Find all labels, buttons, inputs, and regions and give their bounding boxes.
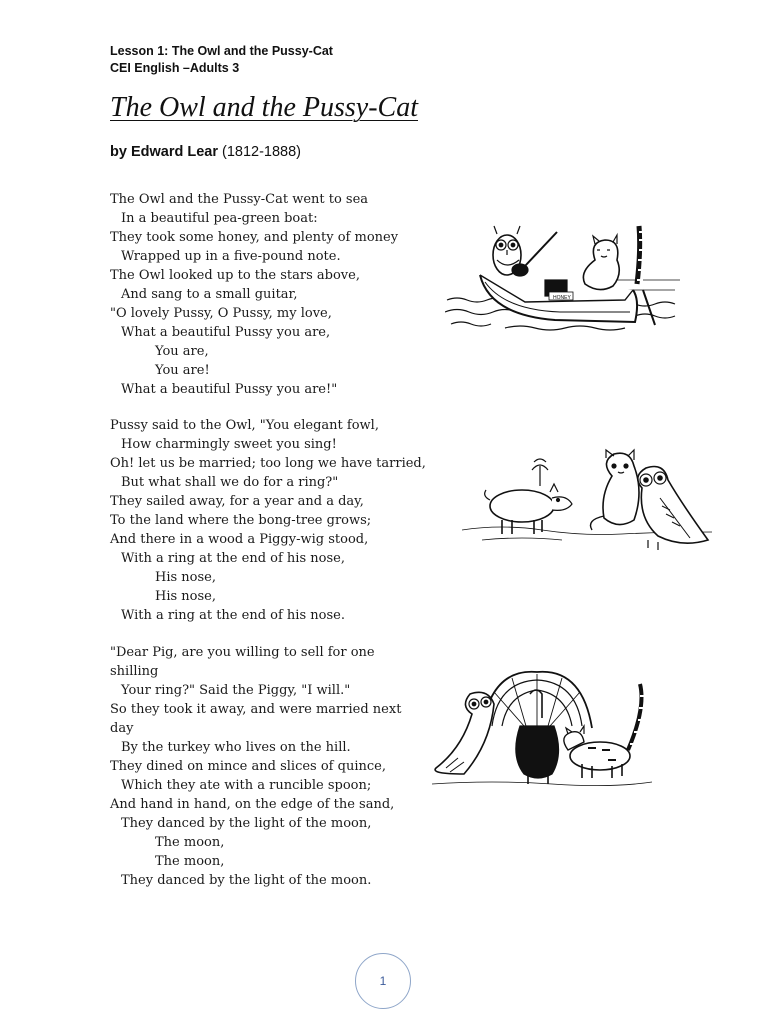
poem-line: What a beautiful Pussy you are!": [121, 382, 338, 397]
poem-line: They danced by the light of the moon,: [121, 816, 372, 831]
poem-line: Wrapped up in a five-pound note.: [121, 249, 341, 264]
poem-line: The moon,: [155, 835, 225, 850]
author-years: (1812-1888): [222, 144, 302, 160]
honey-label: HONEY: [553, 295, 571, 301]
poem-line: And there in a wood a Piggy-wig stood,: [110, 532, 369, 547]
author-name: by Edward Lear: [110, 144, 218, 160]
pig-cat-owl-illustration: [462, 448, 717, 560]
page-number-badge: [355, 953, 411, 1009]
poem-line: "O lovely Pussy, O Pussy, my love,: [110, 306, 332, 321]
course-header: CEI English –Adults 3: [110, 61, 240, 75]
stanza-3: [110, 643, 440, 890]
poem-line: And sang to a small guitar,: [121, 287, 298, 302]
stanza-2: [110, 416, 440, 625]
poem-line: They danced by the light of the moon.: [121, 873, 372, 888]
stanza-1: [110, 190, 440, 399]
poem-line: How charmingly sweet you sing!: [121, 437, 337, 452]
poem-line: But what shall we do for a ring?": [121, 475, 339, 490]
poem-line: Pussy said to the Owl, "You elegant fowl,: [110, 418, 379, 433]
lesson-header: Lesson 1: The Owl and the Pussy-Cat: [110, 44, 333, 58]
poem-line: Oh! let us be married; too long we have tarried,: [110, 456, 426, 471]
poem-line: "Dear Pig, are you willing to sell for one shilling: [110, 645, 375, 679]
poem-line: The Owl and the Pussy-Cat went to sea: [110, 192, 369, 207]
poem-line: In a beautiful pea-green boat:: [121, 211, 318, 226]
poem-title: The Owl and the Pussy-Cat: [110, 92, 418, 123]
poem-line: You are,: [155, 344, 209, 359]
poem-line: Your ring?" Said the Piggy, "I will.": [121, 683, 351, 698]
owl-cat-boat-illustration: [445, 220, 685, 335]
poem-line: So they took it away, and were married next day: [110, 702, 402, 736]
poem-line: His nose,: [155, 589, 216, 604]
poem-line: With a ring at the end of his nose.: [121, 608, 345, 623]
poem-line: His nose,: [155, 570, 216, 585]
poem-line: They dined on mince and slices of quince,: [110, 759, 386, 774]
poem-line: With a ring at the end of his nose,: [121, 551, 345, 566]
poem-line: The moon,: [155, 854, 225, 869]
byline: [110, 144, 301, 160]
poem-line: By the turkey who lives on the hill.: [121, 740, 351, 755]
poem-line: What a beautiful Pussy you are,: [121, 325, 331, 340]
turkey-owl-cat-illustration: [432, 668, 652, 788]
poem-line: To the land where the bong-tree grows;: [110, 513, 372, 528]
poem-line: Which they ate with a runcible spoon;: [121, 778, 372, 793]
poem-line: And hand in hand, on the edge of the sand,: [110, 797, 395, 812]
poem-line: They took some honey, and plenty of money: [110, 230, 399, 245]
poem-line: The Owl looked up to the stars above,: [110, 268, 360, 283]
poem-line: They sailed away, for a year and a day,: [110, 494, 364, 509]
page-number: 1: [379, 974, 387, 988]
poem-line: You are!: [155, 363, 210, 378]
